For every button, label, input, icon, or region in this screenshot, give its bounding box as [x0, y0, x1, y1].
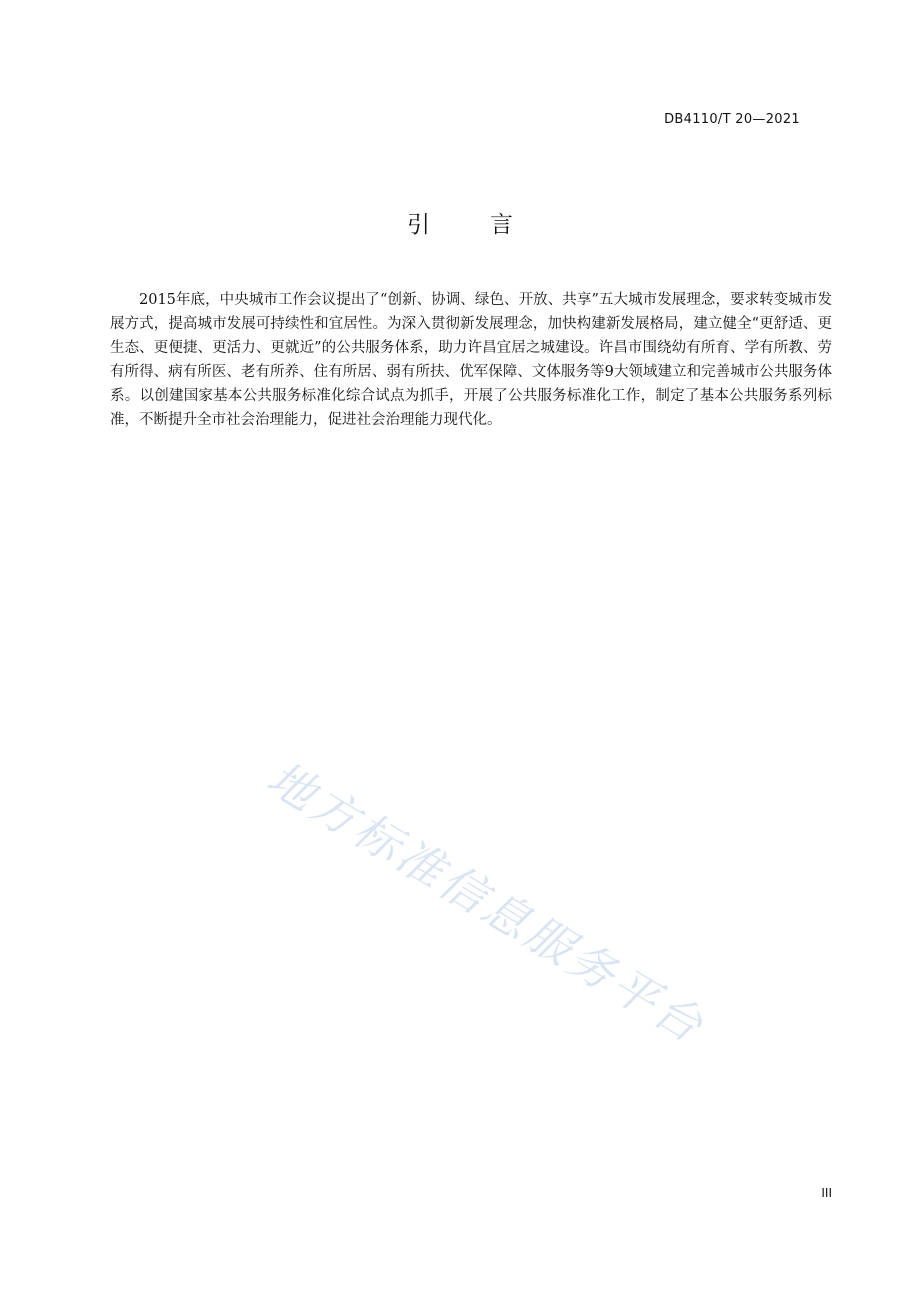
introduction-paragraph: 2015年底，中央城市工作会议提出了“创新、协调、绿色、开放、共享”五大城市发展理念，要求转变城市发展方式，提高城市发展可持续性和宜居性。为深入贯彻新发展理念，加快构建新发展格局，建立健全“更舒适、更生态、更便捷、更活力、更就近”的公共服务体系，助力许昌宜居之城建设。许昌市围绕幼有所育、学有所教、劳有所得、病有所医、老有所养、住有所居、弱有所扶、优军保障、文体服务等9大领域建立和完善城市公共服务体系。以创建国家基本公共服务标准化综合试点为抓手，开展了公共服务标准化工作，制定了基本公共服务系列标准，不断提升全市社会治理能力，促进社会治理能力现代化。: [110, 292, 832, 428]
section-title: 引言: [407, 212, 573, 238]
page-number: III: [821, 1186, 832, 1200]
document-code: DB4110/T 20—2021: [664, 112, 800, 127]
watermark-text: 地方标准信息服务平台: [258, 750, 715, 1055]
